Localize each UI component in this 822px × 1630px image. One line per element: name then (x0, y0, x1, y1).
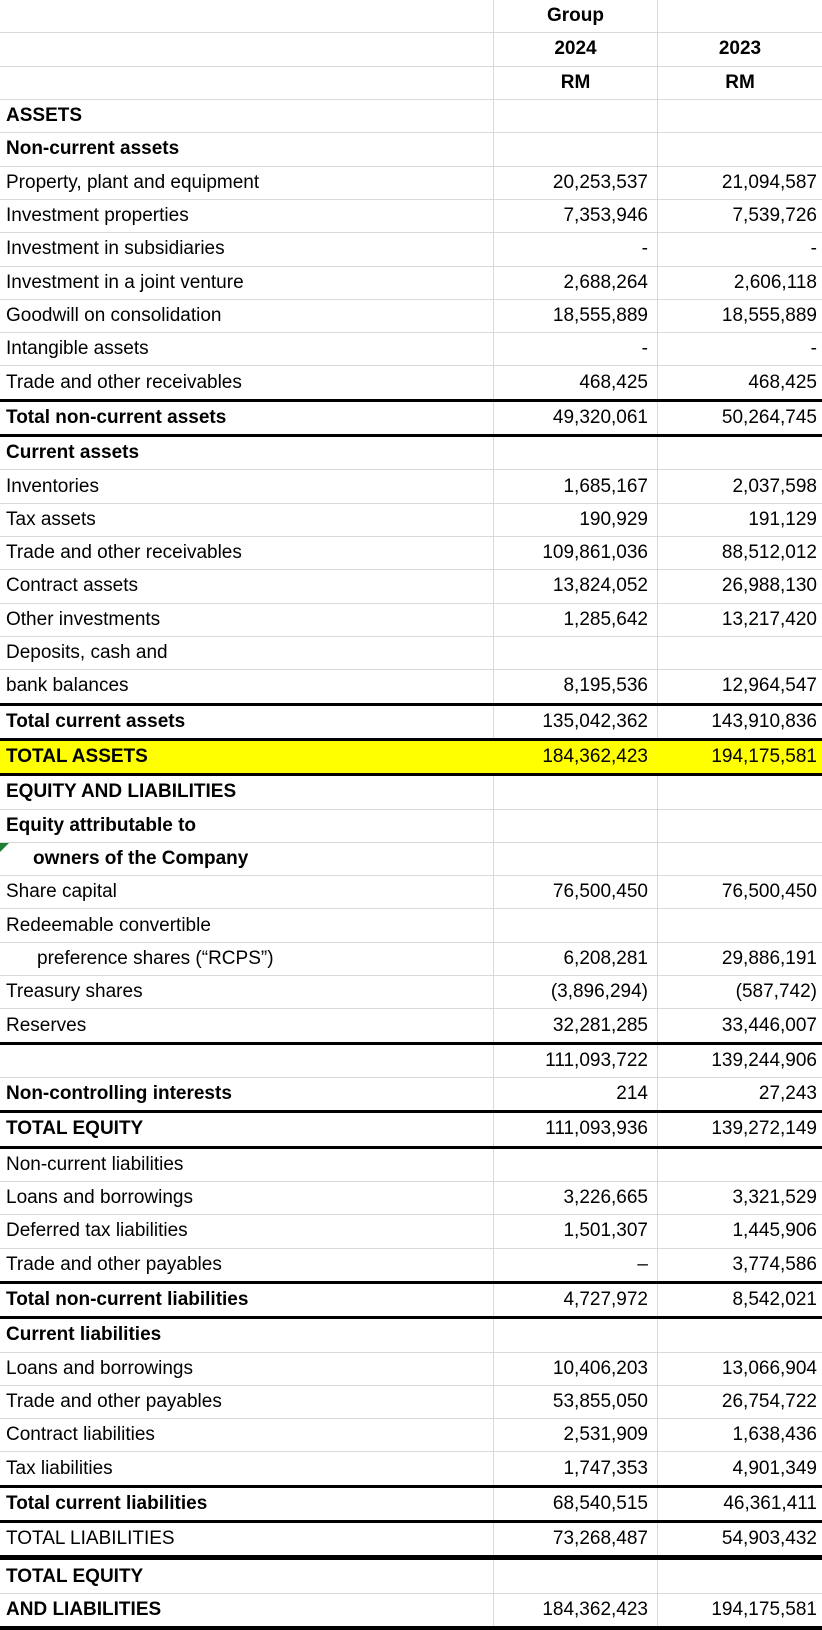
value-2024: 32,281,285 (493, 1009, 657, 1041)
row-label: AND LIABILITIES (6, 1598, 162, 1620)
row-label: Total non-current assets (6, 406, 227, 428)
value-2023 (657, 0, 822, 32)
table-row (0, 1418, 822, 1451)
row-label: Trade and other receivables (6, 542, 242, 564)
table-row (0, 773, 822, 808)
value-2023: - (657, 233, 822, 265)
row-label (0, 33, 493, 65)
table-row (0, 738, 822, 773)
row-label: Reserves (6, 1014, 87, 1036)
row-label (0, 1045, 493, 1077)
row-label: Redeemable convertible (6, 914, 211, 936)
value-2023: 2023 (657, 33, 822, 65)
table-row (0, 975, 822, 1008)
value-2024: 190,929 (493, 504, 657, 536)
value-2023: 33,446,007 (657, 1009, 822, 1041)
row-label: TOTAL EQUITY (6, 1118, 144, 1140)
value-2024: 1,747,353 (493, 1452, 657, 1484)
value-2023: 54,903,432 (657, 1523, 822, 1555)
table-row (0, 232, 822, 265)
table-row (0, 1352, 822, 1385)
value-2024: 2,688,264 (493, 267, 657, 299)
table-row (0, 875, 822, 908)
table-row (0, 1248, 822, 1281)
table-row (0, 1077, 822, 1110)
value-2023: 26,754,722 (657, 1386, 822, 1418)
value-2023: 88,512,012 (657, 537, 822, 569)
row-label: bank balances (6, 675, 129, 697)
row-label (0, 67, 493, 99)
header-row (0, 66, 822, 99)
row-label: ASSETS (6, 105, 83, 127)
value-2023: 12,964,547 (657, 670, 822, 702)
value-2024 (493, 843, 657, 875)
value-2023: - (657, 333, 822, 365)
value-2023: 194,175,581 (711, 746, 817, 768)
value-2023 (657, 637, 822, 669)
row-label: Total current liabilities (6, 1492, 208, 1514)
value-2024: 76,500,450 (493, 876, 657, 908)
value-2023 (657, 810, 822, 842)
row-label: Other investments (6, 608, 161, 630)
value-2023: 1,445,906 (657, 1215, 822, 1247)
value-2023: 50,264,745 (657, 402, 822, 434)
value-2023 (657, 437, 822, 469)
value-2023: 143,910,836 (657, 706, 822, 738)
value-2024: 214 (493, 1078, 657, 1110)
value-2024: 3,226,665 (493, 1182, 657, 1214)
value-2023 (657, 776, 822, 808)
row-label: Loans and borrowings (6, 1357, 193, 1379)
value-2023: 191,129 (657, 504, 822, 536)
value-2023 (657, 843, 822, 875)
table-row (0, 1316, 822, 1351)
table-row (0, 1110, 822, 1145)
value-2024: 184,362,423 (493, 1594, 657, 1626)
value-2024: 1,285,642 (493, 604, 657, 636)
table-row (0, 399, 822, 434)
header-row (0, 32, 822, 65)
row-label: Current assets (6, 442, 140, 464)
table-row (0, 703, 822, 738)
row-label: Tax liabilities (6, 1457, 113, 1479)
row-label: Contract assets (6, 575, 138, 597)
value-2024: 111,093,722 (493, 1045, 657, 1077)
row-label: preference shares (“RCPS”) (37, 947, 274, 969)
value-2023: 8,542,021 (657, 1284, 822, 1316)
table-row (0, 434, 822, 469)
table-row (0, 132, 822, 165)
table-row (0, 503, 822, 536)
row-label: Trade and other payables (6, 1390, 222, 1412)
value-2024: 18,555,889 (493, 300, 657, 332)
row-label: Share capital (6, 881, 117, 903)
value-2024: 135,042,362 (493, 706, 657, 738)
value-2023: 26,988,130 (657, 570, 822, 602)
value-2024 (493, 909, 657, 941)
row-label: Trade and other payables (6, 1253, 222, 1275)
row-label (0, 0, 493, 32)
value-2023 (657, 909, 822, 941)
value-2023: 13,066,904 (657, 1353, 822, 1385)
table-row (0, 669, 822, 702)
row-label: TOTAL LIABILITIES (6, 1528, 175, 1550)
value-2024: 184,362,423 (542, 746, 648, 768)
value-2024: - (493, 333, 657, 365)
table-row (0, 636, 822, 669)
table-row (0, 536, 822, 569)
value-2024: RM (493, 67, 657, 99)
value-2023: 4,901,349 (657, 1452, 822, 1484)
row-label: Equity attributable to (6, 814, 196, 836)
value-2023: RM (657, 67, 822, 99)
value-2023 (657, 133, 822, 165)
table-row (0, 1520, 822, 1555)
row-label: Inventories (6, 475, 99, 497)
row-label: Property, plant and equipment (6, 171, 260, 193)
value-2024: 73,268,487 (493, 1523, 657, 1555)
value-2023: 194,175,581 (657, 1594, 822, 1626)
row-label: Loans and borrowings (6, 1187, 193, 1209)
value-2023: 139,272,149 (657, 1113, 822, 1145)
table-row (0, 1555, 822, 1592)
table-row (0, 332, 822, 365)
row-label: Trade and other receivables (6, 371, 242, 393)
row-label: Intangible assets (6, 338, 149, 360)
row-label: Non-current assets (6, 138, 180, 160)
table-row (0, 299, 822, 332)
row-label: Goodwill on consolidation (6, 304, 222, 326)
table-row (0, 469, 822, 502)
value-2024: 10,406,203 (493, 1353, 657, 1385)
value-2024 (493, 1149, 657, 1181)
table-row (0, 1451, 822, 1484)
table-row (0, 569, 822, 602)
row-label: Treasury shares (6, 981, 143, 1003)
value-2024: 1,501,307 (493, 1215, 657, 1247)
value-2023 (657, 100, 822, 132)
table-row (0, 1146, 822, 1181)
table-row (0, 1214, 822, 1247)
row-label: Investment in subsidiaries (6, 238, 225, 260)
row-label: Total non-current liabilities (6, 1289, 249, 1311)
value-2023: 2,606,118 (657, 267, 822, 299)
green-triangle-icon (0, 843, 9, 852)
value-2024: 49,320,061 (493, 402, 657, 434)
table-row (0, 1593, 822, 1630)
row-label: Current liabilities (6, 1324, 162, 1346)
value-2024: – (493, 1249, 657, 1281)
value-2023: 27,243 (657, 1078, 822, 1110)
value-2024: 20,253,537 (493, 167, 657, 199)
value-2024 (493, 1560, 657, 1592)
table-row (0, 809, 822, 842)
row-label: EQUITY AND LIABILITIES (6, 781, 237, 803)
value-2023: 3,321,529 (657, 1182, 822, 1214)
value-2023 (657, 1560, 822, 1592)
table-row (0, 1385, 822, 1418)
table-row (0, 99, 822, 132)
row-label: Deferred tax liabilities (6, 1220, 188, 1242)
table-row (0, 603, 822, 636)
table-row (0, 266, 822, 299)
table-row (0, 199, 822, 232)
row-label: Non-current liabilities (6, 1153, 184, 1175)
header-row (0, 0, 822, 32)
value-2024 (493, 133, 657, 165)
value-2024 (493, 810, 657, 842)
value-2024 (493, 100, 657, 132)
row-label: Tax assets (6, 508, 96, 530)
row-label: TOTAL ASSETS (6, 746, 148, 768)
value-2023: (587,742) (657, 976, 822, 1008)
row-label: TOTAL EQUITY (6, 1565, 144, 1587)
row-label: Investment in a joint venture (6, 271, 244, 293)
value-2023: 46,361,411 (657, 1488, 822, 1520)
table-row (0, 1281, 822, 1316)
value-2024: Group (493, 0, 657, 32)
value-2024: 7,353,946 (493, 200, 657, 232)
row-label: Total current assets (6, 710, 186, 732)
table-row (0, 365, 822, 398)
value-2023: 3,774,586 (657, 1249, 822, 1281)
value-2024: 109,861,036 (493, 537, 657, 569)
value-2023: 1,638,436 (657, 1419, 822, 1451)
row-label: Investment properties (6, 205, 189, 227)
value-2024: 1,685,167 (493, 470, 657, 502)
table-row (0, 1485, 822, 1520)
value-2024: 8,195,536 (493, 670, 657, 702)
table-row (0, 1008, 822, 1041)
table-row (0, 942, 822, 975)
table-row (0, 1042, 822, 1077)
value-2023: 76,500,450 (657, 876, 822, 908)
table-row (0, 1181, 822, 1214)
value-2023: 468,425 (657, 366, 822, 398)
table-row (0, 842, 822, 875)
value-2024: 2024 (493, 33, 657, 65)
value-2024: 13,824,052 (493, 570, 657, 602)
table-row (0, 908, 822, 941)
value-2024 (493, 776, 657, 808)
table-row (0, 166, 822, 199)
row-label: Non-controlling interests (6, 1083, 232, 1105)
value-2023: 13,217,420 (657, 604, 822, 636)
value-2024: 6,208,281 (493, 943, 657, 975)
value-2023: 29,886,191 (657, 943, 822, 975)
value-2023: 7,539,726 (657, 200, 822, 232)
row-label: Contract liabilities (6, 1424, 155, 1446)
value-2023 (657, 1319, 822, 1351)
value-2024: 2,531,909 (493, 1419, 657, 1451)
value-2024: - (493, 233, 657, 265)
row-label: owners of the Company (33, 847, 249, 869)
value-2023: 18,555,889 (657, 300, 822, 332)
value-2024 (493, 1319, 657, 1351)
value-2024: 68,540,515 (493, 1488, 657, 1520)
value-2024: 111,093,936 (493, 1113, 657, 1145)
value-2024 (493, 637, 657, 669)
row-label: Deposits, cash and (6, 642, 168, 664)
value-2024: 4,727,972 (493, 1284, 657, 1316)
value-2024: (3,896,294) (493, 976, 657, 1008)
value-2024 (493, 437, 657, 469)
value-2024: 468,425 (493, 366, 657, 398)
value-2023: 21,094,587 (657, 167, 822, 199)
value-2023: 139,244,906 (657, 1045, 822, 1077)
value-2023: 2,037,598 (657, 470, 822, 502)
value-2024: 53,855,050 (493, 1386, 657, 1418)
value-2023 (657, 1149, 822, 1181)
